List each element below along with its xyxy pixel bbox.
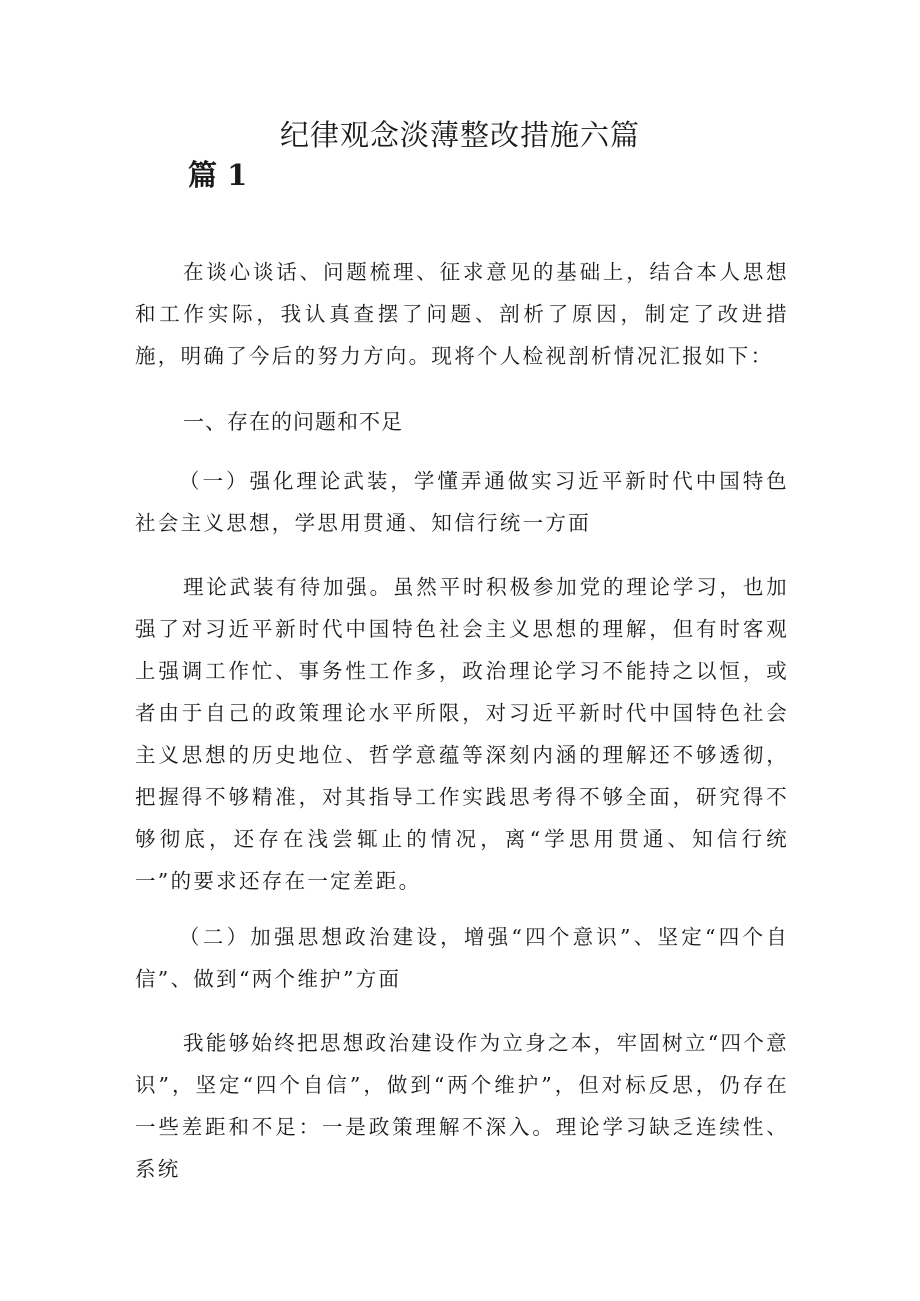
subheading-1: （一）强化理论武装，学懂弄通做实习近平新时代中国特色社会主义思想，学思用贯通、知信行统一方面 — [135, 469, 789, 535]
section-label: 篇 1 — [188, 158, 248, 192]
heading-problems: 一、存在的问题和不足 — [183, 410, 403, 434]
body-paragraph-2: 我能够始终把思想政治建设作为立身之本，牢固树立“四个意识”，坚定“四个自信”，做到“两个维护”，但对标反思，仍存在一些差距和不足：一是政策理解不深入。理论学习缺乏连续性、系统 — [135, 1031, 789, 1181]
intro-paragraph: 在谈心谈话、问题梳理、征求意见的基础上，结合本人思想和工作实际，我认真查摆了问题、剖析了原因，制定了改进措施，明确了今后的努力方向。现将个人检视剖析情况汇报如下： — [135, 260, 789, 368]
body-paragraph-1: 理论武装有待加强。虽然平时积极参加党的理论学习，也加强了对习近平新时代中国特色社会主义思想的理解，但有时客观上强调工作忙、事务性工作多，政治理论学习不能持之以恒，或者由于自己的政策理论水平所限，对习近平新时代中国特色社会主义思想的历史地位、哲学意蕴等深刻内涵的理解还不够透彻，把握得不够精准，对其指导工作实践思考得不够全面，研究得不够彻底，还存在浅尝辄止的情况，离“学思用贯通、知信行统一”的要求还存在一定差距。 — [135, 575, 789, 893]
subheading-2: （二）加强思想政治建设，增强“四个意识”、坚定“四个自信”、做到“两个维护”方面 — [135, 925, 789, 991]
document-title: 纪律观念淡薄整改措施六篇 — [279, 118, 640, 152]
